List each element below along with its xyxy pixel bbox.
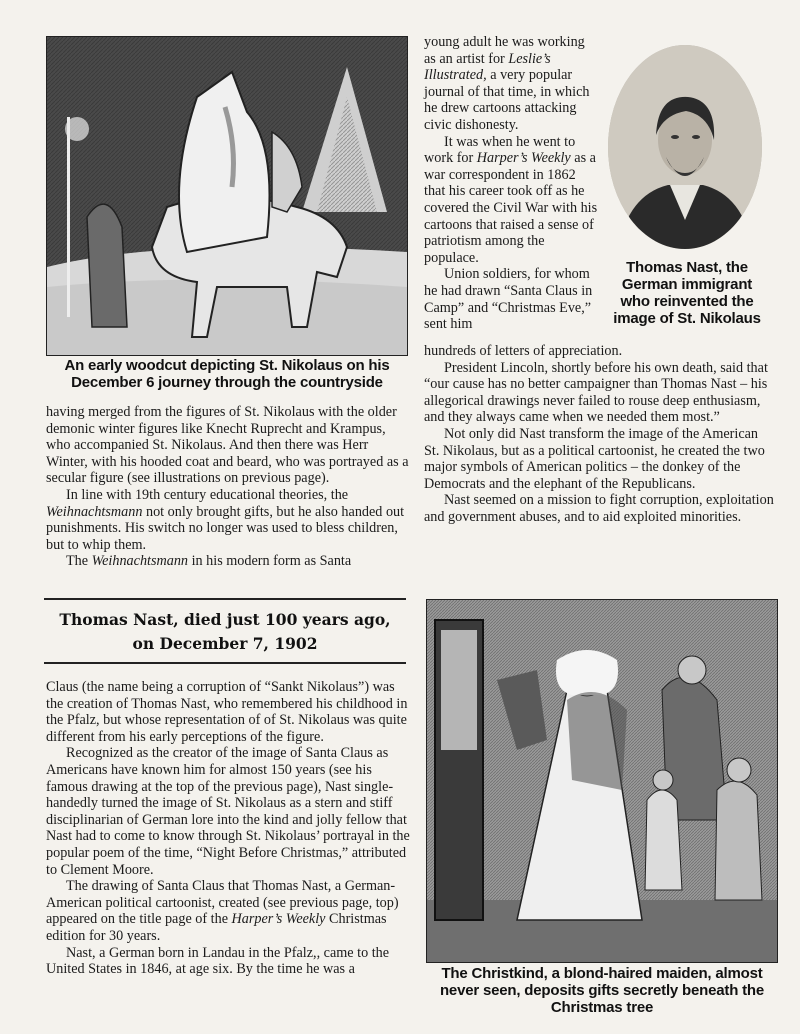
paragraph: Nast, a German born in Landau in the Pfalz,, came to the United States in 1846, at age six. By the time he was a xyxy=(46,944,390,978)
portrait-caption-line: German immigrant xyxy=(621,276,753,293)
christkind-engraving xyxy=(426,599,778,963)
portrait-caption-line: Thomas Nast, the xyxy=(626,259,748,276)
paragraph: Claus (the name being a corruption of “Sankt Nikolaus”) was the creation of Thomas Nast, who remembered his childhood in the Pfalz, but whose representation of of St. Nikolaus was quite different from his early perceptions of the figure. xyxy=(46,679,408,745)
portrait-caption-line: who reinvented the xyxy=(620,293,754,310)
headline-rule-bottom xyxy=(44,662,406,664)
christkind-caption-line: never seen, deposits gifts secretly beneath the xyxy=(439,982,765,999)
right-column-narrow-text xyxy=(424,34,600,333)
paragraph: Nast seemed on a mission to fight corruption, exploitation and government abuses, and to aid exploited minorities. xyxy=(424,492,774,525)
paragraph: Union soldiers, for whom he had drawn “Santa Claus in Camp” and “Christmas Eve,” sent him xyxy=(424,266,593,333)
portrait-caption xyxy=(604,259,770,327)
woodcut-caption-line: An early woodcut depicting St. Nikolaus on his xyxy=(64,357,390,374)
right-column-text xyxy=(424,343,776,526)
paragraph: Recognized as the creator of the image of Santa Claus as Americans have known him for almost 150 years (see his famous drawing at the top of the previous page), Nast single-handedly turned the image of St. Nikolaus as a stern and stiff disciplinarian of German lore into the kind and jolly fellow that Nast had to come to know through St. Nikolaus’ portrayal in the popular poem of the time, “Night Before Christmas,” attributed to Clement Moore. xyxy=(46,745,410,878)
christkind-caption-line: The Christkind, a blond-haired maiden, almost xyxy=(441,965,763,982)
woodcut-caption xyxy=(44,357,410,391)
headline-line: on December 7, 1902 xyxy=(132,634,318,653)
paragraph: The drawing of Santa Claus that Thomas Nast, a German-American political cartoonist, created (see previous page, top) appeared on the title page of the Harper’s Weekly Christmas edition for 30 years. xyxy=(46,878,399,944)
paragraph: It was when he went to work for Harper’s Weekly as a war correspondent in 1862 that his career took off as he covered the Civil War with his cartoons that raised a sense of patriotism among the populace. xyxy=(424,133,598,266)
paragraph: The Weihnachtsmann in his modern form as Santa xyxy=(66,553,352,570)
woodcut-illustration xyxy=(46,36,408,356)
headline-line: Thomas Nast, died just 100 years ago, xyxy=(59,610,391,629)
paragraph: President Lincoln, shortly before his own death, said that “our cause has no better campaigner than Thomas Nast – his allegorical drawings never failed to rouse deep enthusiasm, and they always came when we needed them most.” xyxy=(424,359,768,426)
paragraph: having merged from the figures of St. Nikolaus with the older demonic winter figures like Knecht Ruprecht and Krampus, who accompanied St. Nikolaus. And then there was Herr Winter, with his hooded coat and beard, who was portrayed as a secular figure (see illustrations on previous page). xyxy=(46,404,409,487)
paragraph: hundreds of letters of appreciation. xyxy=(424,343,623,359)
headline-rule-top xyxy=(44,598,406,600)
portrait-photo xyxy=(608,45,762,249)
paragraph: In line with 19th century educational theories, the Weihnachtsmann not only brought gifts, but he also handed out punishments. His switch no longer was used to bless children, but to whip them. xyxy=(46,486,405,553)
woodcut-caption-line: December 6 journey through the countryside xyxy=(71,374,383,391)
christkind-caption-line: Christmas tree xyxy=(550,999,654,1016)
left-column-bottom-text xyxy=(46,679,410,978)
left-column-top-text xyxy=(46,404,412,570)
christkind-caption xyxy=(424,965,780,1016)
paragraph: young adult he was working as an artist for Leslie’s Illustrated, a very popular journal of that time, in which he drew cartoons attacking civic dishonesty. xyxy=(424,34,590,133)
portrait-caption-line: image of St. Nikolaus xyxy=(613,310,761,327)
paragraph: Not only did Nast transform the image of the American St. Nikolaus, but as a political cartoonist, he created the two major symbols of American politics – the donkey of the Democrats and the elephant of the Republicans. xyxy=(424,425,765,492)
headline xyxy=(44,608,406,656)
